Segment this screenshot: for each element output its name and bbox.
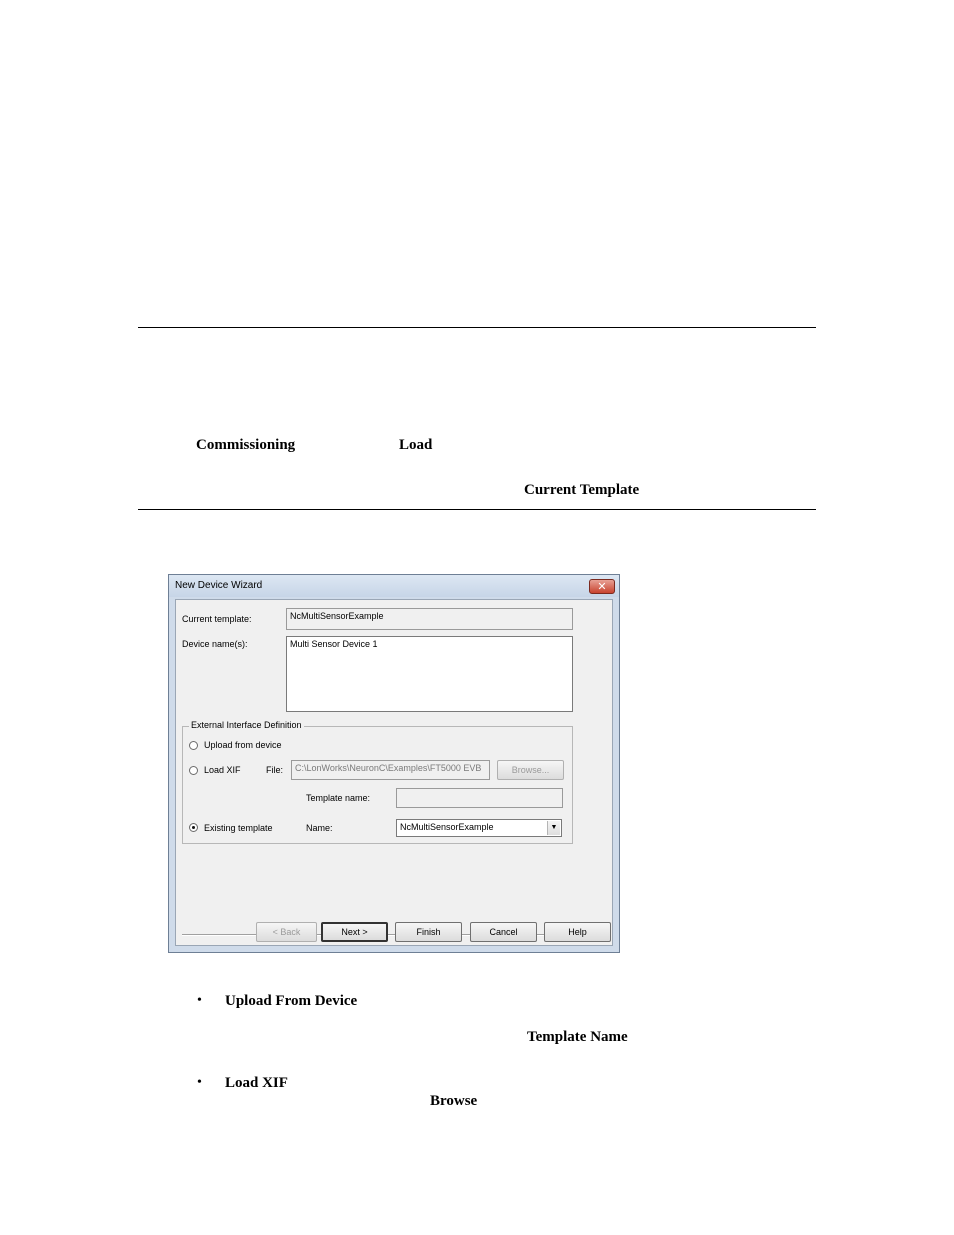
file-value: C:\LonWorks\NeuronC\Examples\FT5000 EVB (295, 763, 482, 773)
cancel-button[interactable]: Cancel (470, 922, 537, 942)
browse-button[interactable]: Browse... (497, 760, 564, 780)
bold-current-template: Current Template (524, 482, 640, 498)
name-label: Name: (306, 823, 333, 833)
name-combo-value: NcMultiSensorExample (400, 822, 494, 832)
radio-load-xif-label: Load XIF (204, 765, 241, 775)
help-button[interactable]: Help (544, 922, 611, 942)
current-template-value: NcMultiSensorExample (290, 611, 384, 621)
next-button[interactable]: Next > (321, 922, 388, 942)
bullet-marker-2: • (197, 1075, 202, 1090)
back-button[interactable]: < Back (256, 922, 317, 942)
bullet-marker-1: • (197, 993, 202, 1008)
file-label: File: (266, 765, 284, 775)
device-names-value: Multi Sensor Device 1 (290, 639, 378, 649)
close-icon: ✕ (597, 581, 607, 593)
footer-separator (182, 934, 606, 936)
bold-browse: Browse (430, 1093, 478, 1109)
external-interface-group (182, 720, 573, 844)
template-name-input[interactable] (396, 788, 563, 808)
radio-load-xif[interactable] (189, 766, 198, 775)
bold-commissioning: Commissioning (196, 437, 296, 453)
horizontal-rule-top (138, 327, 816, 328)
bullet-load-xif: Load XIF (225, 1075, 288, 1091)
device-names-label: Device name(s): (182, 639, 248, 649)
horizontal-rule-bottom (138, 509, 816, 510)
new-device-wizard-dialog (168, 574, 620, 953)
bullet-upload-from-device: Upload From Device (225, 993, 358, 1009)
current-template-label: Current template: (182, 614, 252, 624)
radio-existing-template[interactable] (189, 823, 198, 832)
bold-template-name: Template Name (527, 1029, 628, 1045)
group-legend: External Interface Definition (191, 720, 302, 730)
close-button[interactable] (589, 579, 615, 594)
current-template-field (286, 608, 573, 630)
dialog-title: New Device Wizard (175, 580, 263, 591)
dialog-titlebar (169, 575, 619, 597)
name-combo[interactable] (396, 819, 562, 837)
bold-load: Load (399, 437, 433, 453)
file-input[interactable] (291, 760, 490, 780)
radio-upload-label: Upload from device (204, 740, 282, 750)
radio-existing-label: Existing template (204, 823, 273, 833)
template-name-label: Template name: (306, 793, 371, 803)
dialog-client-area (175, 599, 613, 946)
chevron-down-icon[interactable]: ▼ (547, 821, 560, 835)
finish-button[interactable]: Finish (395, 922, 462, 942)
device-names-textarea[interactable] (286, 636, 573, 712)
radio-upload-from-device[interactable] (189, 741, 198, 750)
